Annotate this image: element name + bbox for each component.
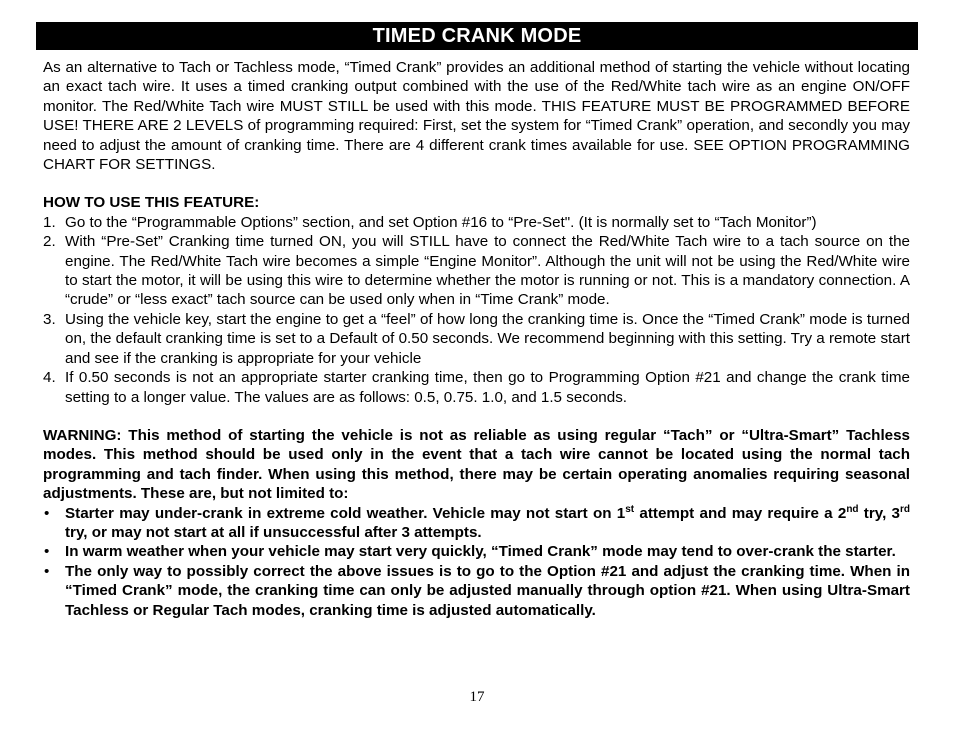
bullet-text	[65, 505, 910, 541]
step-item	[43, 368, 910, 407]
steps-list	[43, 213, 910, 407]
step-number: 2.	[43, 233, 56, 251]
step-item	[43, 310, 910, 368]
step-number: 4.	[43, 369, 56, 387]
ordinal-suffix: st	[625, 503, 635, 515]
ordinal-suffix: rd	[900, 503, 910, 515]
bullet-text: In warm weather when your vehicle may start very quickly, “Timed Crank” mode may tend to over-crank the starter.	[65, 543, 896, 561]
step-text: With “Pre-Set” Cranking time turned ON, you will STILL have to connect the Red/White Tach wire to a tach source on the engine. The Red/White Tach wire becomes a simple “Engine Monitor”. Although the unit will not be using the Red/White wire to start the motor, it will be using this wire to determine whether the motor is running or not. This is a mandatory connection. A “crude” or “less exact” tach source can be used only when in “Time Crank” mode.	[65, 233, 910, 309]
bullet-icon: •	[44, 543, 50, 561]
bullet-item	[43, 542, 910, 561]
bullet-text-part: try, 3	[858, 504, 900, 522]
step-text: Using the vehicle key, start the engine to get a “feel” of how long the cranking time is. Once the “Timed Crank” mode is turned on, the default cranking time is set to a Default of 0.50 seconds. We recommend beginning with this setting. Try a remote start and see if the cranking is appropriate for your vehicle	[65, 310, 910, 367]
howto-heading: HOW TO USE THIS FEATURE:	[43, 194, 260, 212]
bullet-text: The only way to possibly correct the above issues is to go to the Option #21 and adjust the cranking time. When in “Timed Crank” mode, the cranking time can only be adjusted manually through option #21. When using Ultra-Smart Tachless or Regular Tach modes, cranking time is adjusted automatically.	[65, 562, 910, 619]
step-number: 1.	[43, 213, 56, 231]
page-number: 17	[469, 689, 485, 705]
bullet-icon: •	[44, 562, 50, 580]
step-item	[43, 213, 910, 232]
section-title: TIMED CRANK MODE	[372, 25, 582, 47]
step-item	[43, 232, 910, 310]
bullet-text-part: attempt and may require a 2	[634, 504, 847, 522]
bullet-item	[43, 504, 910, 543]
bullet-text-part: Starter may under-crank in extreme cold weather. Vehicle may not start on 1	[65, 504, 626, 522]
bullet-item	[43, 562, 910, 620]
bullet-text-part: try, or may not start at all if unsuccessful after 3 attempts.	[65, 523, 482, 541]
step-text: If 0.50 seconds is not an appropriate starter cranking time, then go to Programming Option #21 and change the crank time setting to a longer value. The values are as follows: 0.5, 0.75. 1.0, and 1.5 seconds.	[65, 369, 910, 406]
page-content	[43, 58, 910, 620]
step-number: 3.	[43, 310, 56, 328]
intro-paragraph: As an alternative to Tach or Tachless mode, “Timed Crank” provides an additional method of starting the vehicle without locating an exact tach wire. It uses a timed cranking output combined with the use of the Red/White tach wire as an engine ON/OFF monitor. The Red/White Tach wire MUST STILL be used with this mode. THIS FEATURE MUST BE PROGRAMMED BEFORE USE! THERE ARE 2 LEVELS of programming required: First, set the system for “Timed Crank” operation, and secondly you may need to adjust the amount of cranking time. There are 4 different crank times available for use. SEE OPTION PROGRAMMING CHART FOR SETTINGS.	[43, 59, 910, 174]
bullet-icon: •	[44, 504, 50, 522]
step-text: Go to the “Programmable Options” section, and set Option #16 to “Pre-Set". (It is normally set to “Tach Monitor”)	[65, 213, 817, 231]
anomalies-list	[43, 504, 910, 620]
section-title-bar	[36, 22, 918, 50]
warning-paragraph: WARNING: This method of starting the vehicle is not as reliable as using regular “Tach” or “Ultra-Smart” Tachless modes. This method should be used only in the event that a tach wire cannot be located using the normal tach programming and tach finder. When using this method, there may be certain operating anomalies requiring seasonal adjustments. These are, but not limited to:	[43, 426, 910, 503]
ordinal-suffix: nd	[846, 503, 859, 515]
